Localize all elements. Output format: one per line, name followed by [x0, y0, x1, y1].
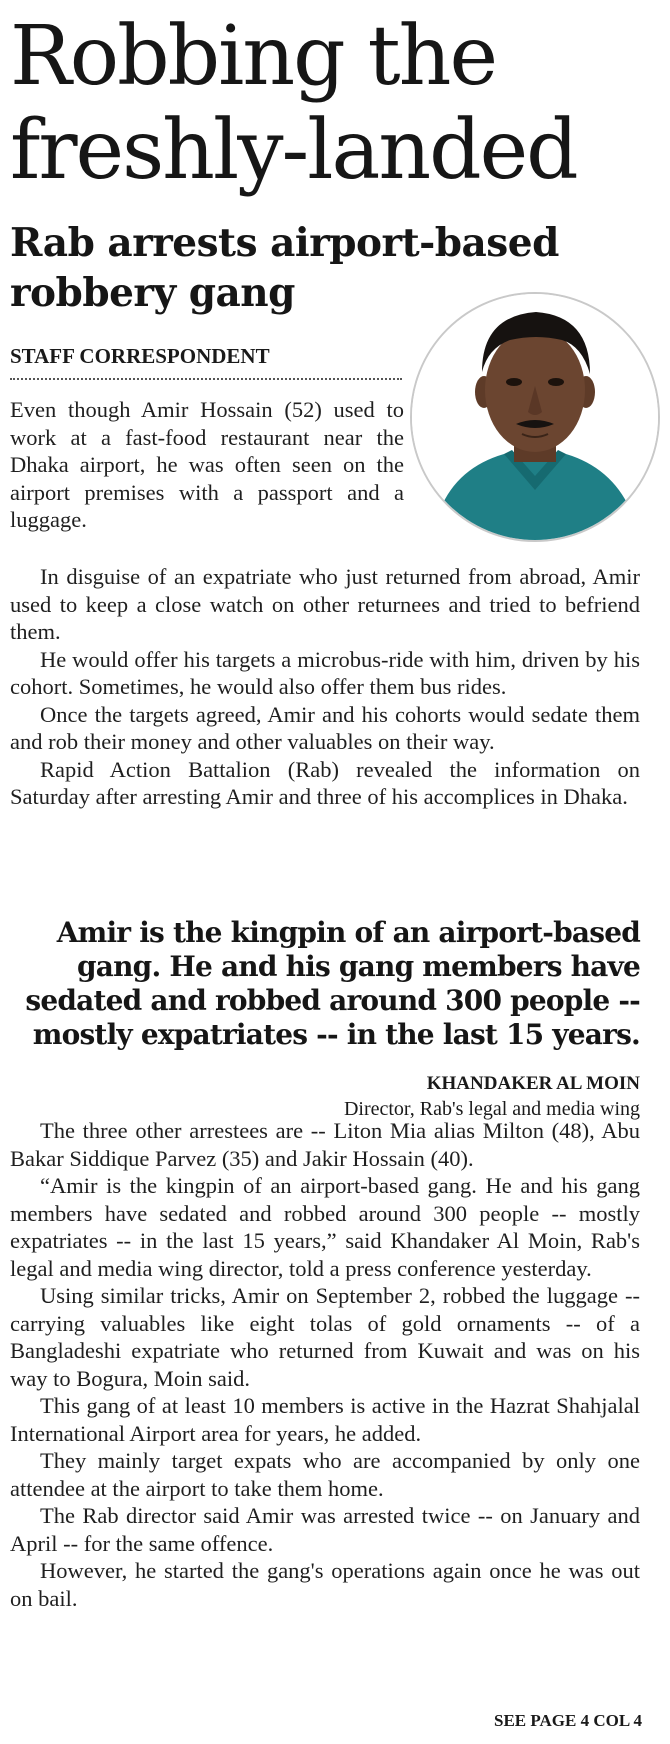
body-text-block-2: [10, 1117, 640, 1612]
paragraph: Even though Amir Hossain (52) used to work at a fast-food restaurant near the Dhaka airport, he was often seen on the airport premises with a passport and a luggage.: [10, 397, 404, 532]
headline: Robbing the freshly-landed: [10, 9, 577, 198]
quote-speaker: KHANDAKER AL MOIN: [426, 1073, 640, 1094]
paragraph: Using similar tricks, Amir on September 2, robbed the luggage -- carrying valuables like eight tolas of gold ornaments -- of a Bangladeshi expatriate who returned from Kuwait and was on his way to Bogura, Moin said.: [10, 1283, 640, 1391]
subheadline: Rab arrests airport-based robbery gang: [10, 220, 559, 316]
suspect-photo: [410, 292, 660, 542]
paragraph: Rapid Action Battalion (Rab) revealed the information on Saturday after arresting Amir and three of his accomplices in Dhaka.: [10, 756, 640, 809]
pull-quote: Amir is the kingpin of an airport-based gang. He and his gang members have sedated and robbed around 300 people -- mostly expatriates -- in the last 15 years.: [25, 916, 640, 1051]
paragraph: “Amir is the kingpin of an airport-based gang. He and his gang members have sedated and robbed around 300 people -- mostly expatriates -- in the last 15 years,” said Khandaker Al Moin, Rab's legal and media wing director, told a press conference yesterday.: [10, 1173, 640, 1281]
intro-text-block: [10, 396, 404, 534]
byline: STAFF CORRESPONDENT: [10, 342, 402, 380]
paragraph: This gang of at least 10 members is active in the Hazrat Shahjalal International Airport area for years, he added.: [10, 1393, 640, 1446]
paragraph: The three other arrestees are -- Liton Mia alias Milton (48), Abu Bakar Siddique Parvez (35) and Jakir Hossain (40).: [10, 1118, 640, 1171]
continuation-link[interactable]: SEE PAGE 4 COL 4: [494, 1711, 642, 1730]
paragraph: He would offer his targets a microbus-ride with him, driven by his cohort. Sometimes, he would also offer them bus rides.: [10, 646, 640, 699]
paragraph: However, he started the gang's operations again once he was out on bail.: [10, 1558, 640, 1611]
quote-speaker-title: Director, Rab's legal and media wing: [343, 1098, 640, 1120]
portrait-image: [412, 294, 658, 540]
paragraph: The Rab director said Amir was arrested twice -- on January and April -- for the same offence.: [10, 1503, 640, 1556]
paragraph: They mainly target expats who are accompanied by only one attendee at the airport to take them home.: [10, 1448, 640, 1501]
paragraph: Once the targets agreed, Amir and his cohorts would sedate them and rob their money and other valuables on their way.: [10, 701, 640, 754]
paragraph: In disguise of an expatriate who just returned from abroad, Amir used to keep a close watch on other returnees and tried to befriend them.: [10, 564, 640, 644]
body-text-block-1: [10, 563, 640, 811]
